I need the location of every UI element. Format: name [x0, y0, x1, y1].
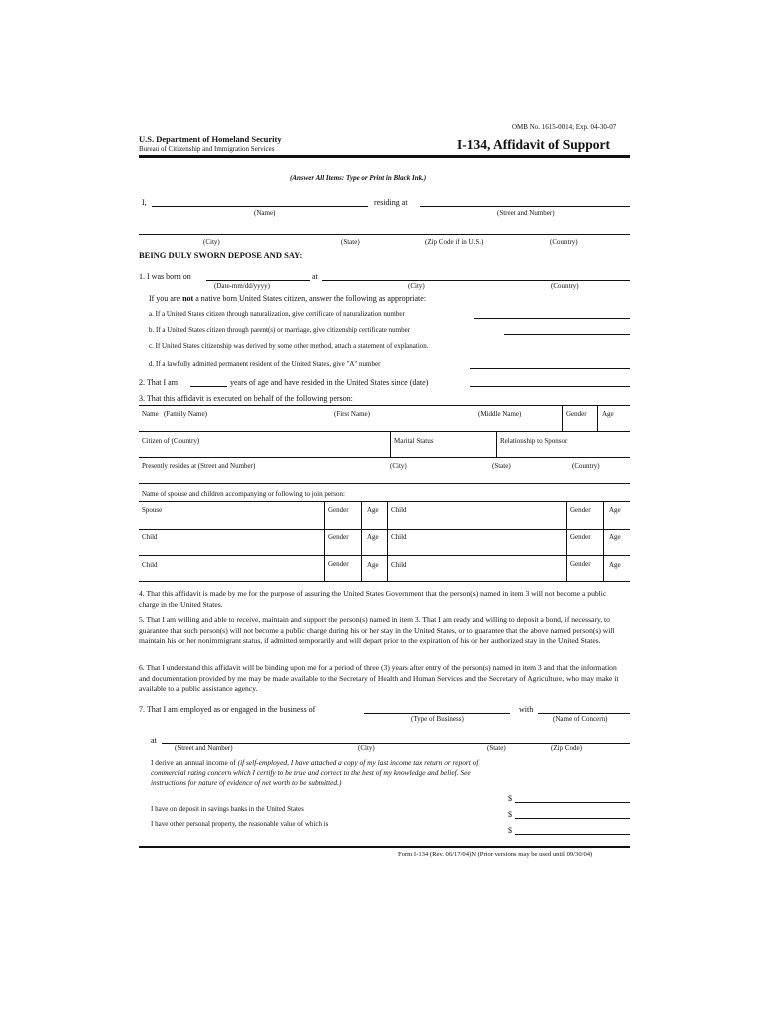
- footer-rule: [139, 846, 630, 848]
- child4-label: Child: [142, 561, 158, 569]
- child2-gender-label: Gender: [328, 533, 349, 541]
- annual-income-text: I derive an annual income of (if self-employed, I have attached a copy of my last income tax return or report of commercial rating concern which I certify to be true and correct to the best of my knowledge and belief. See instructions for nature of evidence of net worth to be submitted.): [151, 758, 479, 787]
- relationship-divider: [496, 431, 497, 457]
- gender-divider: [562, 405, 563, 431]
- instruction-text: (Answer All Items: Type or Print in Black Ink.): [290, 174, 427, 182]
- family-table-top: [139, 501, 630, 502]
- street-field[interactable]: [420, 206, 630, 207]
- item1d-label: d. If a lawfully admitted permanent resident of the United States, give "A" number: [149, 360, 381, 368]
- family-row-1[interactable]: [139, 529, 630, 530]
- employer-at-label: at: [151, 736, 157, 745]
- child5-label: Child: [391, 561, 407, 569]
- spouse-heading: Name of spouse and children accompanying or following to join person:: [142, 490, 345, 498]
- item1c-label: c. If United States citizenship was derived by some other method, attach a statement of explanation.: [149, 342, 429, 350]
- city-caption: (City): [203, 238, 220, 246]
- age-label: Age: [602, 410, 614, 418]
- employer-city-caption: (City): [358, 744, 375, 752]
- item1b-label: b. If a United States citizen through parent(s) or marriage, give citizenship certificate number: [149, 326, 411, 334]
- annual-income-field[interactable]: [515, 802, 630, 803]
- resides-state-label: (State): [492, 462, 511, 470]
- a-number-field[interactable]: [470, 368, 630, 369]
- marital-divider: [390, 431, 391, 457]
- age-field[interactable]: [190, 386, 227, 387]
- marital-status-label: Marital Status: [394, 437, 434, 445]
- i-label: I,: [142, 198, 147, 207]
- item6-text: 6. That I understand this affidavit will be binding upon me for a period of three (3) years after entry of the person(s) named in item 3 and that the information and documentation provided by me may be made available to the Secretary of Health and Human Services and the Secretary of Agriculture, who may make it available to a public assistance agency.: [139, 663, 619, 693]
- birth-country-caption: (Country): [551, 282, 579, 290]
- birth-date-caption: (Date-mm/dd/yyyy): [214, 282, 270, 290]
- country-caption: (Country): [550, 238, 578, 246]
- child2-label: Child: [142, 533, 158, 541]
- family-col-age2: [603, 501, 604, 581]
- birth-place-field[interactable]: [322, 280, 630, 281]
- child1-label: Child: [391, 506, 407, 514]
- deposit-label: I have on deposit in savings banks in the United States: [151, 805, 304, 813]
- zip-caption: (Zip Code if in U.S.): [425, 238, 484, 246]
- child5-age-label: Age: [609, 561, 621, 569]
- family-row-2[interactable]: [139, 555, 630, 556]
- age-divider: [597, 405, 598, 431]
- income-dollar: $: [508, 794, 512, 803]
- residence-row[interactable]: [139, 483, 630, 484]
- child5-gender-label: Gender: [570, 560, 591, 568]
- resides-city-label: (City): [390, 462, 407, 470]
- naturalization-number-field[interactable]: [474, 318, 630, 319]
- birth-date-field[interactable]: [206, 280, 310, 281]
- item1-born-label: 1. I was born on: [139, 272, 191, 281]
- employer-state-caption: (State): [487, 744, 506, 752]
- street-caption: (Street and Number): [497, 209, 555, 217]
- citizenship-certificate-field[interactable]: [504, 334, 630, 335]
- item2-label: 2. That I am: [139, 378, 178, 387]
- business-type-caption: (Type of Business): [411, 715, 464, 723]
- child2-age-label: Age: [367, 533, 379, 541]
- item3-heading: 3. That this affidavit is executed on behalf of the following person:: [139, 394, 353, 403]
- name-label: Name (Family Name): [142, 410, 207, 418]
- name-field[interactable]: [152, 206, 368, 207]
- address-field[interactable]: [139, 234, 630, 235]
- gender-label: Gender: [566, 410, 587, 418]
- resided-since-field[interactable]: [470, 386, 630, 387]
- employer-zip-caption: (Zip Code): [551, 744, 582, 752]
- item5-text: 5. That I am willing and able to receive, maintain and support the person(s) named in item 3. That I am ready and willing to deposit a bond, if necessary, to guarantee that such person(s) will not become a public charge during his or her stay in the United States, or to guarantee that the above named person(s) will maintain his or her nonimmigrant status, if admitted temporarily and will depart prior to the expiration of his or her authorized stay in the United States.: [139, 615, 615, 645]
- child3-gender-label: Gender: [570, 533, 591, 541]
- spouse-gender-label: Gender: [328, 506, 349, 514]
- name-caption: (Name): [254, 209, 276, 217]
- sworn-heading: BEING DULY SWORN DEPOSE AND SAY:: [139, 250, 303, 260]
- residing-at-label: residing at: [374, 198, 408, 207]
- item1-at-label: at: [312, 272, 318, 281]
- middle-name-label: (Middle Name): [478, 410, 522, 418]
- item3-rule-top: [139, 405, 630, 406]
- child3-age-label: Age: [609, 533, 621, 541]
- property-label: I have other personal property, the reasonable value of which is: [151, 820, 329, 828]
- bureau-name: Bureau of Citizenship and Immigration Services: [139, 145, 275, 153]
- property-field[interactable]: [515, 834, 630, 835]
- family-col-child2: [387, 501, 388, 581]
- form-edition: Form I-134 (Rev. 06/17/04)N (Prior versions may be used until 09/30/04): [398, 851, 593, 858]
- first-name-label: (First Name): [334, 410, 370, 418]
- child4-gender-label: Gender: [328, 560, 349, 568]
- deposit-dollar: $: [508, 810, 512, 819]
- department-name: U.S. Department of Homeland Security: [139, 134, 282, 144]
- family-col-gender1: [324, 501, 325, 581]
- not-native-instruction: If you are not a native born United States citizen, answer the following as appropriate:: [149, 294, 427, 303]
- child1-gender-label: Gender: [570, 506, 591, 514]
- spouse-age-label: Age: [367, 506, 379, 514]
- item4-text: 4. That this affidavit is made by me for the purpose of assuring the United States Government that the person(s) named in item 3 will not become a public charge in the United States.: [139, 589, 607, 609]
- header-rule: [139, 155, 630, 158]
- state-caption: (State): [341, 238, 360, 246]
- spouse-label: Spouse: [142, 506, 163, 514]
- deposit-field[interactable]: [515, 818, 630, 819]
- item2-years-label: years of age and have resided in the United States since (date): [230, 378, 429, 387]
- item1a-label: a. If a United States citizen through naturalization, give certificate of naturalization number: [149, 310, 405, 318]
- family-col-gender2: [566, 501, 567, 581]
- citizenship-row[interactable]: [139, 457, 630, 458]
- concern-name-caption: (Name of Concern): [553, 715, 608, 723]
- presently-resides-label: Presently resides at (Street and Number): [142, 462, 256, 470]
- citizen-of-label: Citizen of (Country): [142, 437, 200, 445]
- with-label: with: [519, 705, 534, 714]
- resides-country-label: (Country): [572, 462, 600, 470]
- child4-age-label: Age: [367, 561, 379, 569]
- property-dollar: $: [508, 826, 512, 835]
- omb-number: OMB No. 1615-0014; Exp. 04-30-07: [512, 123, 617, 131]
- relationship-label: Relationship to Sponsor: [500, 437, 568, 445]
- item7-label: 7. That I am employed as or engaged in the business of: [139, 705, 316, 714]
- child1-age-label: Age: [609, 506, 621, 514]
- form-title: I-134, Affidavit of Support: [457, 137, 611, 152]
- concern-name-field[interactable]: [538, 713, 630, 714]
- child3-label: Child: [391, 533, 407, 541]
- family-row-3[interactable]: [139, 581, 630, 582]
- birth-city-caption: (City): [408, 282, 425, 290]
- employer-street-caption: (Street and Number): [175, 744, 233, 752]
- business-type-field[interactable]: [364, 713, 510, 714]
- beneficiary-name-row[interactable]: [139, 431, 630, 432]
- family-col-age1: [361, 501, 362, 581]
